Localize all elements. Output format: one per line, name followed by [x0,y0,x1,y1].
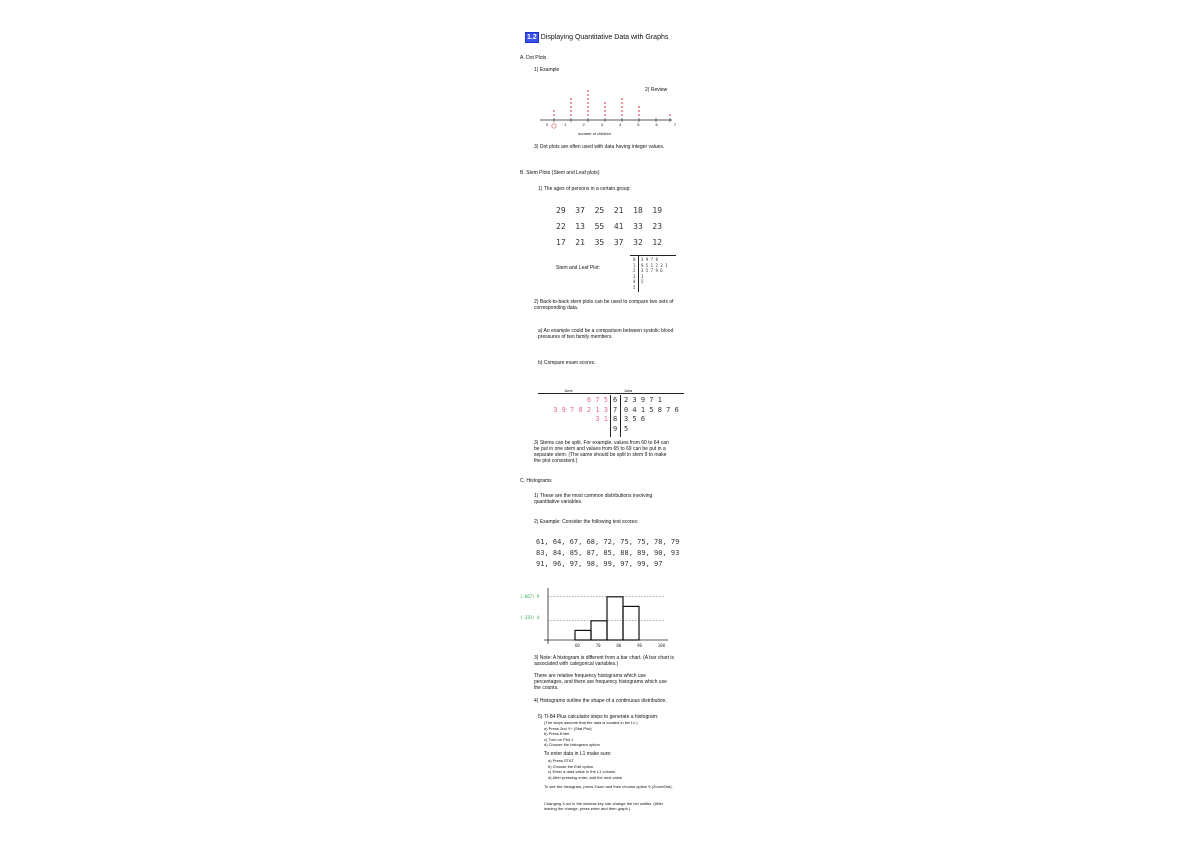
page-title [525,32,668,43]
section-c-item4: 4) Histograms outline the shape of a continuous distribution. [534,698,667,704]
tick-2: 2 [582,122,585,127]
stem-value: 4 [633,279,636,285]
stem-value: 1 [633,262,636,268]
section-a-item2: 2) Review [645,87,668,93]
stem-leaf-plot [630,255,676,292]
document-page [520,26,690,826]
b2b-right-header: Julia [624,388,633,393]
zoom-note: To see the histogram, press Zoom and then choose option 9 (ZoomStat). [544,784,673,789]
section-b-item2b: b) Compare exam scores. [538,360,596,366]
leaf-values: 0 4 1 5 8 7 6 [624,405,679,414]
hist-ylabel-top: (.667) 9 [520,594,540,599]
leaf-values: 5 [624,424,629,433]
section-b-item2a: a) An example could be a comparison between systolic blood pressures of two family members. [538,328,674,340]
score-row: 91, 96, 97, 98, 99, 97, 99, 97 [536,560,663,568]
tick-0: 0 [546,122,549,127]
b2b-left-leaves [553,396,608,425]
stem-value: 8 [613,415,618,423]
b2b-left-header: June [564,388,573,393]
step: d) After pressing enter, add the next value [548,774,623,780]
leaf-values: 9 5 1 2 3 1 [641,262,668,268]
hist-xticks [575,643,665,648]
section-c-item5: 5) TI-84 Plus calculator steps to generate a histogram: [538,714,659,720]
leaf-values: 3 5 6 [624,415,646,423]
section-c-item1: 1) These are the most common distributions involving quantitative variables. [534,493,653,505]
dot-axis-ticks [546,122,676,127]
section-b-heading: B. Stem Plots (Stem and Leaf plots) [520,170,600,176]
leaf-values: 3 5 7 9 6 [641,268,663,274]
b2b-right-divider [620,395,621,437]
tick-6: 6 [655,122,658,127]
leaf-values: 3 9 7 8 [641,257,658,262]
lists-steps [548,758,622,780]
hist-bar [575,630,591,640]
b2b-stems [613,396,617,434]
hist-bar [607,597,623,640]
calculator-steps [544,720,638,748]
stem-value: 2 [633,268,636,274]
section-c-heading: C. Histograms [520,478,552,484]
hist-ylabel-mid: (.333) 4 [520,615,540,620]
tick-7: 7 [673,122,676,127]
section-a-item1: 1) Example [534,67,560,73]
ages-row: 29 37 25 21 18 19 [556,206,663,215]
stem-value: 5 [633,284,636,290]
section-b-item3: 3) Stems can be split. For example, values from 60 to 64 can be put in one stem and values from 65 to 69 can be put in a separate stem. (The same should be split in stem 9 to make the plot consistent.) [534,440,669,464]
step: b) Choose the Edit option [548,763,594,769]
b2b-right-leaves [624,396,679,434]
section-b-item1: 1) The ages of persons in a certain group: [538,186,631,192]
hist-xtick: 70 [595,643,601,648]
leaf-values: 1 [641,273,644,279]
section-a-item3: 3) Dot plots are often used with data having integer values. [534,144,665,150]
leaf-values: 5 [641,279,644,285]
section-c-item3: 3) Note: A histogram is different from a bar chart. (A bar chart is associated with categorical variables.) [534,655,674,667]
tick-5: 5 [637,122,640,127]
section-a-heading: A. Dot Plots [520,55,547,61]
leaf-values: 3 9 7 8 2 1 3 [553,405,608,414]
score-row: 83, 84, 85, 87, 85, 88, 89, 90, 93 [536,549,680,557]
window-note: Changing X-scl in the window key can change the bin widths. (After leaving the change, press enter and then graph.) [544,801,664,811]
hist-xtick: 100 [657,643,665,648]
ages-row: 17 21 35 37 32 12 [556,238,663,247]
histogram [544,588,674,650]
tick-3: 3 [600,122,603,127]
section-c-item3b: There are relative frequency histograms which use percentages, and there are frequency histograms which use the counts. [534,673,667,691]
step: b) Press Enter [544,731,570,736]
tick-4: 4 [619,122,622,127]
title-text: Displaying Quantitative Data with Graphs [540,34,669,41]
step: c) Enter a data value in the L1 column [548,769,616,774]
dot-axis-label: number of children [578,131,612,136]
leaf-values: 6 7 5 [586,396,608,404]
step: d) Choose the histogram option [544,742,600,747]
b2b-header-line [538,393,684,394]
test-scores [536,537,679,570]
hist-bar [591,621,607,640]
stem-leaf-label: Stem and Leaf Plot: [556,265,600,271]
tick-1: 1 [564,122,567,127]
section-c-item2: 2) Example: Consider the following test scores: [534,519,639,525]
stem-value: 9 [613,424,618,433]
hist-xtick: 60 [575,643,580,648]
section-number-badge: 1.2 [527,34,537,41]
stem-value: 6 [613,396,618,404]
stem-value: 3 [633,273,636,279]
step: c) Turn on Plot 1 [544,736,574,742]
leaf-values: 3 1 [595,415,608,423]
lists-intro: To enter data in L1 make sure: [544,751,612,757]
ages-row: 22 13 55 41 33 23 [556,222,663,231]
step: a) Press STAT [548,758,574,763]
ages-table [556,203,662,251]
score-row: 61, 64, 67, 68, 72, 75, 75, 78, 79 [536,538,680,546]
hist-xtick: 80 [616,643,622,648]
stem-value: 0 [633,257,636,262]
b2b-left-divider [610,395,611,437]
step: (The steps assume that the data is located in list L1.) [544,720,638,725]
hist-bar [623,606,639,640]
hist-xtick: 90 [637,643,642,648]
step: a) Press 2nd Y= (Stat Plot) [544,725,592,731]
section-b-item2: 2) Back-to-back stem plots can be used to compare two sets of corresponding data. [534,299,674,311]
stem-value: 7 [613,405,618,414]
leaf-values: 2 3 9 7 1 [624,396,662,404]
